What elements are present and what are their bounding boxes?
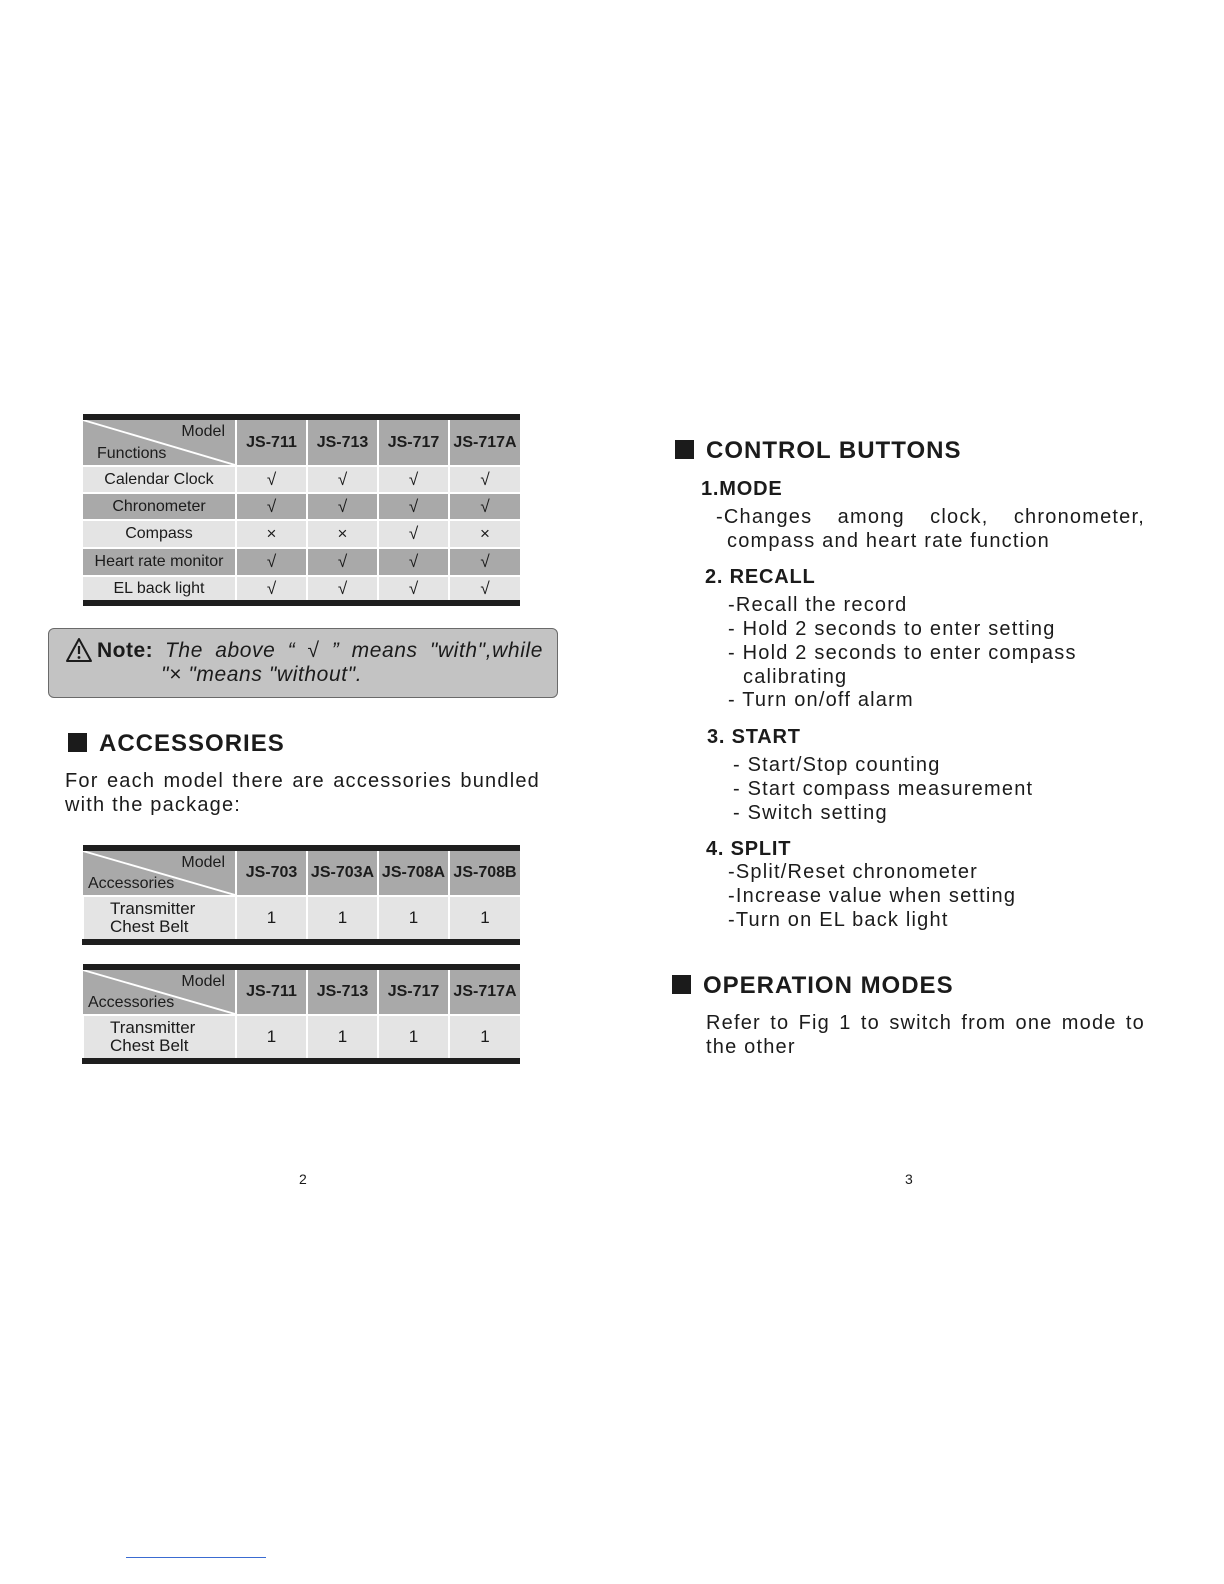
accessory-label-line: Chest Belt	[110, 1036, 189, 1055]
section-heading	[672, 972, 954, 1000]
description-line: -Increase value when setting	[728, 885, 1017, 907]
check-mark: √	[378, 520, 449, 548]
model-header: JS-713	[307, 967, 378, 1015]
description-line: -Recall the record	[728, 594, 908, 616]
model-header: JS-717	[378, 417, 449, 466]
note-label: Note:	[97, 639, 154, 662]
check-mark: √	[307, 493, 378, 520]
button-title-recall: 2. RECALL	[705, 566, 816, 588]
button-title-split: 4. SPLIT	[706, 838, 792, 860]
accessory-label-line: Chest Belt	[110, 917, 189, 936]
cross-mark: ×	[449, 520, 520, 548]
quantity-cell: 1	[236, 1015, 307, 1061]
accessories-heading: ACCESSORIES	[99, 730, 285, 757]
section-heading	[68, 730, 285, 758]
table-row	[83, 466, 520, 493]
paragraph-line: the other	[706, 1036, 796, 1058]
table-row	[83, 1015, 520, 1061]
corner-model-label: Model	[181, 973, 225, 990]
description-line: - Hold 2 seconds to enter setting	[728, 618, 1056, 640]
table-row	[83, 520, 520, 548]
description-line: -Turn on EL back light	[728, 909, 949, 931]
quantity-cell: 1	[378, 1015, 449, 1061]
check-mark: √	[236, 466, 307, 493]
model-header: JS-703A	[307, 848, 378, 896]
check-mark: √	[378, 493, 449, 520]
check-mark: √	[236, 493, 307, 520]
description-line: - Start compass measurement	[733, 778, 1034, 800]
model-header: JS-703	[236, 848, 307, 896]
cross-mark: ×	[307, 520, 378, 548]
function-label: Heart rate monitor	[83, 548, 236, 576]
check-mark: √	[236, 548, 307, 576]
paragraph-line: For each model there are accessories bundled	[65, 770, 540, 792]
quantity-cell: 1	[449, 1015, 520, 1061]
square-bullet-icon	[675, 440, 694, 459]
quantity-cell: 1	[307, 1015, 378, 1061]
check-mark: √	[307, 548, 378, 576]
accessory-label	[83, 1015, 236, 1061]
divider-line	[126, 1557, 266, 1558]
check-mark: √	[449, 576, 520, 603]
note-line: "× "means "without".	[161, 663, 363, 686]
description-line: -Split/Reset chronometer	[728, 861, 979, 883]
model-header: JS-711	[236, 967, 307, 1015]
square-bullet-icon	[672, 975, 691, 994]
quantity-cell: 1	[307, 896, 378, 942]
corner-model-label: Model	[181, 423, 225, 440]
corner-functions-label: Functions	[97, 445, 167, 462]
accessories-table	[82, 964, 520, 1064]
model-header: JS-708B	[449, 848, 520, 896]
square-bullet-icon	[68, 733, 87, 752]
table-row	[83, 896, 520, 942]
function-label: Chronometer	[83, 493, 236, 520]
corner-accessories-label: Accessories	[88, 994, 175, 1011]
model-header: JS-713	[307, 417, 378, 466]
function-label: EL back light	[83, 576, 236, 603]
check-mark: √	[449, 466, 520, 493]
table-corner-header	[83, 848, 236, 896]
page-number-right: 3	[905, 1171, 913, 1187]
function-label: Compass	[83, 520, 236, 548]
table-row	[83, 548, 520, 576]
quantity-cell: 1	[236, 896, 307, 942]
model-header: JS-717A	[449, 967, 520, 1015]
paragraph-line: Refer to Fig 1 to switch from one mode to	[706, 1012, 1145, 1034]
check-mark: √	[378, 466, 449, 493]
note-box	[48, 628, 558, 698]
check-mark: √	[449, 493, 520, 520]
control-buttons-heading: CONTROL BUTTONS	[706, 437, 962, 464]
model-header: JS-717A	[449, 417, 520, 466]
description-line: - Turn on/off alarm	[728, 689, 914, 711]
model-header: JS-711	[236, 417, 307, 466]
corner-accessories-label: Accessories	[88, 875, 175, 892]
note-line: The above “ √ ” means "with",while	[165, 639, 543, 662]
description-line: compass and heart rate function	[727, 530, 1050, 552]
check-mark: √	[449, 548, 520, 576]
model-header: JS-717	[378, 967, 449, 1015]
check-mark: √	[378, 576, 449, 603]
warning-icon	[65, 637, 93, 663]
button-title-mode: 1.MODE	[701, 478, 783, 500]
page-number-left: 2	[299, 1171, 307, 1187]
accessory-label	[83, 896, 236, 942]
check-mark: √	[378, 548, 449, 576]
accessories-table	[82, 845, 520, 945]
check-mark: √	[307, 466, 378, 493]
check-mark: √	[236, 576, 307, 603]
paragraph-line: with the package:	[65, 794, 242, 816]
cross-mark: ×	[236, 520, 307, 548]
quantity-cell: 1	[449, 896, 520, 942]
button-title-start: 3. START	[707, 726, 801, 748]
model-header: JS-708A	[378, 848, 449, 896]
check-mark: √	[307, 576, 378, 603]
description-line: - Start/Stop counting	[733, 754, 941, 776]
description-line: - Switch setting	[733, 802, 888, 824]
section-heading	[675, 437, 961, 465]
description-line: calibrating	[743, 666, 848, 688]
functions-table	[83, 414, 520, 606]
table-row	[83, 493, 520, 520]
table-corner-header	[83, 967, 236, 1015]
table-corner-header	[83, 417, 236, 466]
description-line: -Changes among clock, chronometer,	[716, 506, 1145, 528]
corner-model-label: Model	[181, 854, 225, 871]
quantity-cell: 1	[378, 896, 449, 942]
operation-modes-heading: OPERATION MODES	[703, 972, 954, 999]
description-line: - Hold 2 seconds to enter compass	[728, 642, 1077, 664]
accessory-label-line: Transmitter	[110, 899, 196, 918]
accessory-label-line: Transmitter	[110, 1018, 196, 1037]
table-row	[83, 576, 520, 603]
function-label: Calendar Clock	[83, 466, 236, 493]
